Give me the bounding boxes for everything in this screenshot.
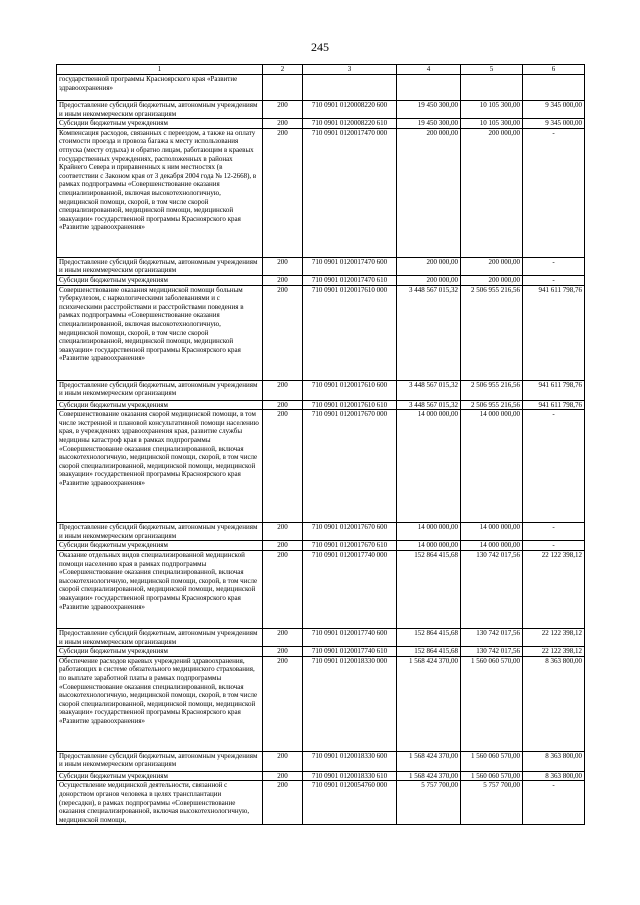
row-amount-col5: 10 105 300,00 [461, 101, 523, 119]
row-amount-col5: 1 560 060 570,00 [461, 656, 523, 751]
row-grbs-code [263, 75, 303, 101]
budget-table [56, 64, 585, 825]
column-number-row [57, 65, 585, 75]
row-budget-code: 710 0901 0120017610 600 [303, 380, 397, 400]
row-budget-code: 710 0901 0120017610 000 [303, 285, 397, 380]
table-row [57, 647, 585, 657]
row-amount-col6: - [523, 541, 585, 551]
row-amount-col6: 22 122 398,12 [523, 647, 585, 657]
table-row [57, 781, 585, 825]
row-budget-code: 710 0901 0120054760 000 [303, 781, 397, 825]
row-budget-code: 710 0901 0120017470 000 [303, 128, 397, 257]
row-amount-col6: 941 611 798,76 [523, 400, 585, 410]
row-budget-code: 710 0901 0120018330 600 [303, 751, 397, 771]
row-amount-col6 [523, 75, 585, 101]
row-amount-col4: 3 448 567 015,32 [397, 285, 461, 380]
row-amount-col5: 130 742 017,56 [461, 550, 523, 628]
column-number: 6 [523, 65, 585, 75]
row-grbs-code: 200 [263, 628, 303, 646]
row-budget-code [303, 75, 397, 101]
row-grbs-code: 200 [263, 128, 303, 257]
row-amount-col6: - [523, 275, 585, 285]
row-grbs-code: 200 [263, 380, 303, 400]
row-amount-col4: 152 864 415,68 [397, 628, 461, 646]
row-name: Совершенствование оказания медицинской помощи больным туберкулезом, с наркологическими заболеваниями и с психическими расстройствами и расстройствами поведения в рамках подпрограммы «Совершенствование оказания специализированной, включая высокотехнологичную, медицинской помощи, скорой, в том числе скорой специализированной, медицинской помощи, медицинской эвакуации» государственной программы Красноярского края «Развитие здравоохранения» [57, 285, 263, 380]
column-number: 4 [397, 65, 461, 75]
row-budget-code: 710 0901 0120008220 610 [303, 119, 397, 129]
row-budget-code: 710 0901 0120017610 610 [303, 400, 397, 410]
row-amount-col5: 2 506 955 216,56 [461, 285, 523, 380]
row-amount-col6: 22 122 398,12 [523, 628, 585, 646]
column-number: 2 [263, 65, 303, 75]
row-amount-col5: 14 000 000,00 [461, 523, 523, 541]
row-grbs-code: 200 [263, 410, 303, 523]
row-name: Компенсация расходов, связанных с переездом, а также на оплату стоимости проезда и провоза багажа к месту использования отпуска (месту отдыха) и обратно лицам, работающим в краевых государственных учреждениях, расположенных в районах Крайнего Севера и приравненных к ним местностях (в соответствии с Законом края от 3 декабря 2004 года № 12-2668), в рамках подпрограммы «Совершенствование оказания специализированной, включая высокотехнологичную, медицинской помощи, скорой, в том числе скорой специализированной, медицинской помощи, медицинской эвакуации» государственной программы Красноярского края «Развитие здравоохранения» [57, 128, 263, 257]
table-row [57, 628, 585, 646]
row-amount-col4: 1 568 424 370,00 [397, 751, 461, 771]
column-number: 1 [57, 65, 263, 75]
row-amount-col5: 1 560 060 570,00 [461, 771, 523, 781]
table-row [57, 410, 585, 523]
row-amount-col4: 3 448 567 015,32 [397, 400, 461, 410]
table-row [57, 656, 585, 751]
row-name: Обеспечение расходов краевых учреждений здравоохранения, работающих в системе обязательного медицинского страхования, по выплате заработной платы в рамках подпрограммы «Совершенствование оказания специализированной, включая высокотехнологичную, медицинской помощи, скорой, в том числе скорой специализированной, медицинской помощи, медицинской эвакуации» государственной программы Красноярского края «Развитие здравоохранения» [57, 656, 263, 751]
row-amount-col6: 9 345 000,00 [523, 119, 585, 129]
row-amount-col4: 200 000,00 [397, 128, 461, 257]
table-row [57, 771, 585, 781]
table-row [57, 751, 585, 771]
row-grbs-code: 200 [263, 781, 303, 825]
table-row [57, 400, 585, 410]
row-amount-col6: 22 122 398,12 [523, 550, 585, 628]
table-row [57, 257, 585, 275]
row-budget-code: 710 0901 0120018330 000 [303, 656, 397, 751]
row-name: Оказание отдельных видов специализированной медицинской помощи населению края в рамках подпрограммы «Совершенствование оказания специализированной, включая высокотехнологичную, медицинской помощи, скорой, в том числе скорой специализированной, медицинской помощи, медицинской эвакуации» государственной программы Красноярского края «Развитие здравоохранения» [57, 550, 263, 628]
row-amount-col4: 1 568 424 370,00 [397, 656, 461, 751]
table-row [57, 523, 585, 541]
column-number: 3 [303, 65, 397, 75]
row-amount-col5: 200 000,00 [461, 257, 523, 275]
table-row [57, 550, 585, 628]
row-amount-col5: 130 742 017,56 [461, 647, 523, 657]
row-amount-col6: 941 611 798,76 [523, 285, 585, 380]
row-amount-col4: 152 864 415,68 [397, 550, 461, 628]
row-amount-col5: 2 506 955 216,56 [461, 380, 523, 400]
table-row [57, 128, 585, 257]
row-amount-col4: 14 000 000,00 [397, 523, 461, 541]
row-amount-col4: 14 000 000,00 [397, 410, 461, 523]
row-grbs-code: 200 [263, 523, 303, 541]
row-amount-col6: - [523, 410, 585, 523]
row-name: Осуществление медицинской деятельности, связанной с донорством органов человека в целях трансплантации (пересадки), в рамках подпрограммы «Совершенствование оказания специализированной, включая высокотехнологичную, медицинской помощи, [57, 781, 263, 825]
row-budget-code: 710 0901 0120017470 610 [303, 275, 397, 285]
row-grbs-code: 200 [263, 550, 303, 628]
column-number: 5 [461, 65, 523, 75]
row-amount-col4: 19 450 300,00 [397, 101, 461, 119]
table-row [57, 275, 585, 285]
row-amount-col6: 9 345 000,00 [523, 101, 585, 119]
row-amount-col5: 2 506 955 216,56 [461, 400, 523, 410]
row-name: Предоставление субсидий бюджетным, автономным учреждениям и иным некоммерческим организациям [57, 380, 263, 400]
row-amount-col5: 1 560 060 570,00 [461, 751, 523, 771]
row-amount-col5: 200 000,00 [461, 128, 523, 257]
row-amount-col4: 152 864 415,68 [397, 647, 461, 657]
row-name: Предоставление субсидий бюджетным, автономным учреждениям и иным некоммерческим организациям [57, 101, 263, 119]
row-name: Предоставление субсидий бюджетным, автономным учреждениям и иным некоммерческим организациям [57, 751, 263, 771]
row-amount-col6: 8 363 800,00 [523, 771, 585, 781]
row-amount-col5: 10 105 300,00 [461, 119, 523, 129]
row-name: Предоставление субсидий бюджетным, автономным учреждениям и иным некоммерческим организациям [57, 257, 263, 275]
row-amount-col6: 8 363 800,00 [523, 751, 585, 771]
row-amount-col6: 8 363 800,00 [523, 656, 585, 751]
row-amount-col6: 941 611 798,76 [523, 380, 585, 400]
page-number: 245 [311, 40, 329, 54]
row-name: Субсидии бюджетным учреждениям [57, 647, 263, 657]
row-name: Субсидии бюджетным учреждениям [57, 275, 263, 285]
table-row [57, 285, 585, 380]
row-amount-col5: 14 000 000,00 [461, 410, 523, 523]
row-grbs-code: 200 [263, 285, 303, 380]
row-amount-col6: - [523, 523, 585, 541]
row-grbs-code: 200 [263, 119, 303, 129]
row-amount-col4 [397, 75, 461, 101]
row-amount-col4: 5 757 700,00 [397, 781, 461, 825]
row-budget-code: 710 0901 0120017670 600 [303, 523, 397, 541]
row-grbs-code: 200 [263, 101, 303, 119]
table-row [57, 101, 585, 119]
row-amount-col6: - [523, 128, 585, 257]
row-name: Субсидии бюджетным учреждениям [57, 400, 263, 410]
row-amount-col4: 1 568 424 370,00 [397, 771, 461, 781]
row-grbs-code: 200 [263, 400, 303, 410]
row-budget-code: 710 0901 0120017740 600 [303, 628, 397, 646]
row-amount-col4: 200 000,00 [397, 275, 461, 285]
row-grbs-code: 200 [263, 647, 303, 657]
table-row [57, 119, 585, 129]
row-amount-col6: - [523, 781, 585, 825]
row-budget-code: 710 0901 0120008220 600 [303, 101, 397, 119]
table-row [57, 75, 585, 101]
row-grbs-code: 200 [263, 541, 303, 551]
row-name: государственной программы Красноярского края «Развитие здравоохранения» [57, 75, 263, 101]
row-budget-code: 710 0901 0120017470 600 [303, 257, 397, 275]
row-name: Совершенствование оказания скорой медицинской помощи, в том числе экстренной и плановой консультативной помощи населению края, в учреждениях здравоохранения края, развитие службы медицины катастроф края в рамках подпрограммы «Совершенствование оказания специализированной, включая высокотехнологичную, медицинской помощи, скорой, в том числе скорой специализированной, медицинской помощи, медицинской эвакуации» государственной программы Красноярского края «Развитие здравоохранения» [57, 410, 263, 523]
row-amount-col5: 130 742 017,56 [461, 628, 523, 646]
row-budget-code: 710 0901 0120018330 610 [303, 771, 397, 781]
row-amount-col5 [461, 75, 523, 101]
row-amount-col5: 14 000 000,00 [461, 541, 523, 551]
row-grbs-code: 200 [263, 257, 303, 275]
row-amount-col4: 14 000 000,00 [397, 541, 461, 551]
row-name: Предоставление субсидий бюджетным, автономным учреждениям и иным некоммерческим организациям [57, 628, 263, 646]
row-amount-col4: 3 448 567 015,32 [397, 380, 461, 400]
table-row [57, 541, 585, 551]
row-budget-code: 710 0901 0120017740 610 [303, 647, 397, 657]
row-grbs-code: 200 [263, 275, 303, 285]
row-name: Субсидии бюджетным учреждениям [57, 119, 263, 129]
table-row [57, 380, 585, 400]
row-grbs-code: 200 [263, 656, 303, 751]
row-grbs-code: 200 [263, 751, 303, 771]
row-grbs-code: 200 [263, 771, 303, 781]
row-amount-col4: 19 450 300,00 [397, 119, 461, 129]
row-budget-code: 710 0901 0120017740 000 [303, 550, 397, 628]
row-name: Субсидии бюджетным учреждениям [57, 541, 263, 551]
row-amount-col6: - [523, 257, 585, 275]
row-amount-col5: 200 000,00 [461, 275, 523, 285]
row-amount-col5: 5 757 700,00 [461, 781, 523, 825]
row-name: Предоставление субсидий бюджетным, автономным учреждениям и иным некоммерческим организациям [57, 523, 263, 541]
row-budget-code: 710 0901 0120017670 000 [303, 410, 397, 523]
row-name: Субсидии бюджетным учреждениям [57, 771, 263, 781]
row-budget-code: 710 0901 0120017670 610 [303, 541, 397, 551]
row-amount-col4: 200 000,00 [397, 257, 461, 275]
